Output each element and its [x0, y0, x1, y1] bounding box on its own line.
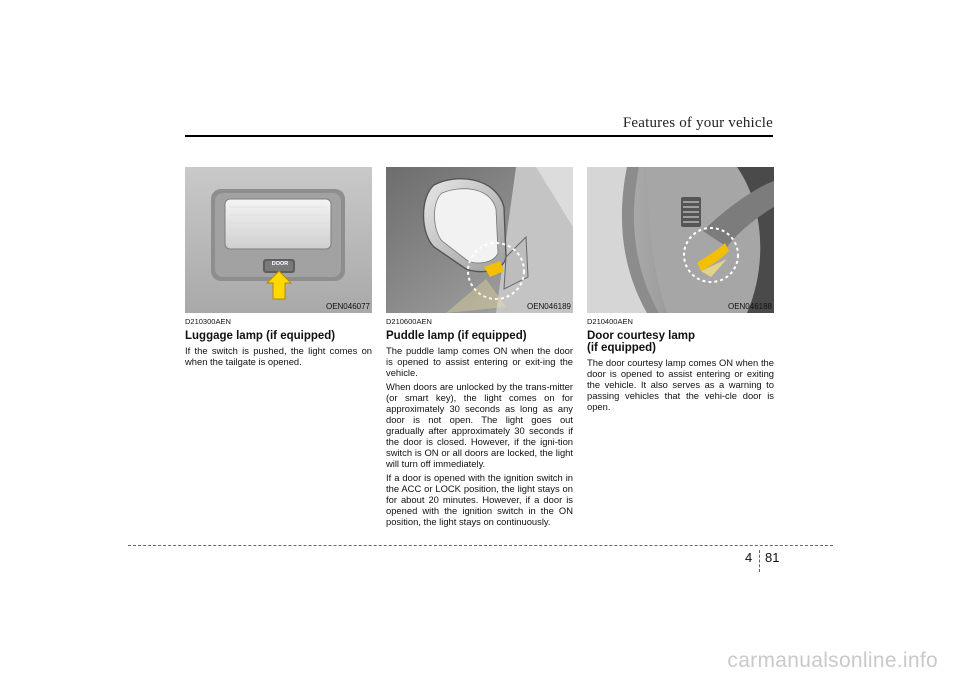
header-rule	[185, 135, 773, 137]
watermark: carmanualsonline.info	[727, 649, 938, 672]
luggage-lamp-illustration	[185, 167, 372, 313]
section-paragraph: If the switch is pushed, the light comes on when the tailgate is opened.	[185, 345, 372, 367]
section-paragraph: The puddle lamp comes ON when the door is opened to assist entering or exit-ing the vehicle.	[386, 345, 573, 378]
footer-rule	[128, 545, 833, 546]
section-paragraph: When doors are unlocked by the trans-mitter (or smart key), the light comes on for approximately 30 seconds as long as any door is not open. The light goes out gradually after approximately 30 seconds if the door is closed. However, if the igni-tion switch is ON or all doors are locked, the light will turn off immediately.	[386, 381, 573, 469]
section-code: D210300AEN	[185, 317, 231, 326]
figure-code: OEN046188	[727, 302, 772, 311]
page-chapter-number: 4	[745, 550, 753, 565]
section-code: D210600AEN	[386, 317, 432, 326]
door-courtesy-lamp-illustration	[587, 167, 774, 313]
figure-door-courtesy-lamp	[587, 167, 774, 313]
puddle-lamp-illustration	[386, 167, 573, 313]
page-number: 81	[765, 550, 780, 565]
running-header-title: Features of your vehicle	[622, 115, 773, 131]
section-title-line-2: (if equipped)	[587, 342, 656, 354]
figure-code: OEN046189	[526, 302, 571, 311]
section-title: Luggage lamp (if equipped)	[185, 330, 336, 342]
section-paragraph: The door courtesy lamp comes ON when the door is opened to assist entering or exiting the vehicle. It also serves as a warning to passing vehicles that the vehi-cle door is open.	[587, 357, 774, 412]
section-title-line-1: Door courtesy lamp	[587, 330, 695, 342]
section-door-courtesy-lamp	[587, 317, 774, 415]
figure-code: OEN046077	[325, 302, 370, 311]
section-puddle-lamp	[386, 317, 573, 530]
section-title: Puddle lamp (if equipped)	[386, 330, 527, 342]
section-luggage-lamp	[185, 317, 372, 370]
section-code: D210400AEN	[587, 317, 633, 326]
door-switch-label: DOOR	[271, 261, 289, 267]
page-number-separator	[759, 550, 760, 572]
figure-puddle-lamp	[386, 167, 573, 313]
section-paragraph: If a door is opened with the ignition switch in the ACC or LOCK position, the light stays on for about 20 minutes. However, if a door is opened with the ignition switch in the ON position, the light stays on continuously.	[386, 472, 573, 527]
figure-luggage-lamp	[185, 167, 372, 313]
